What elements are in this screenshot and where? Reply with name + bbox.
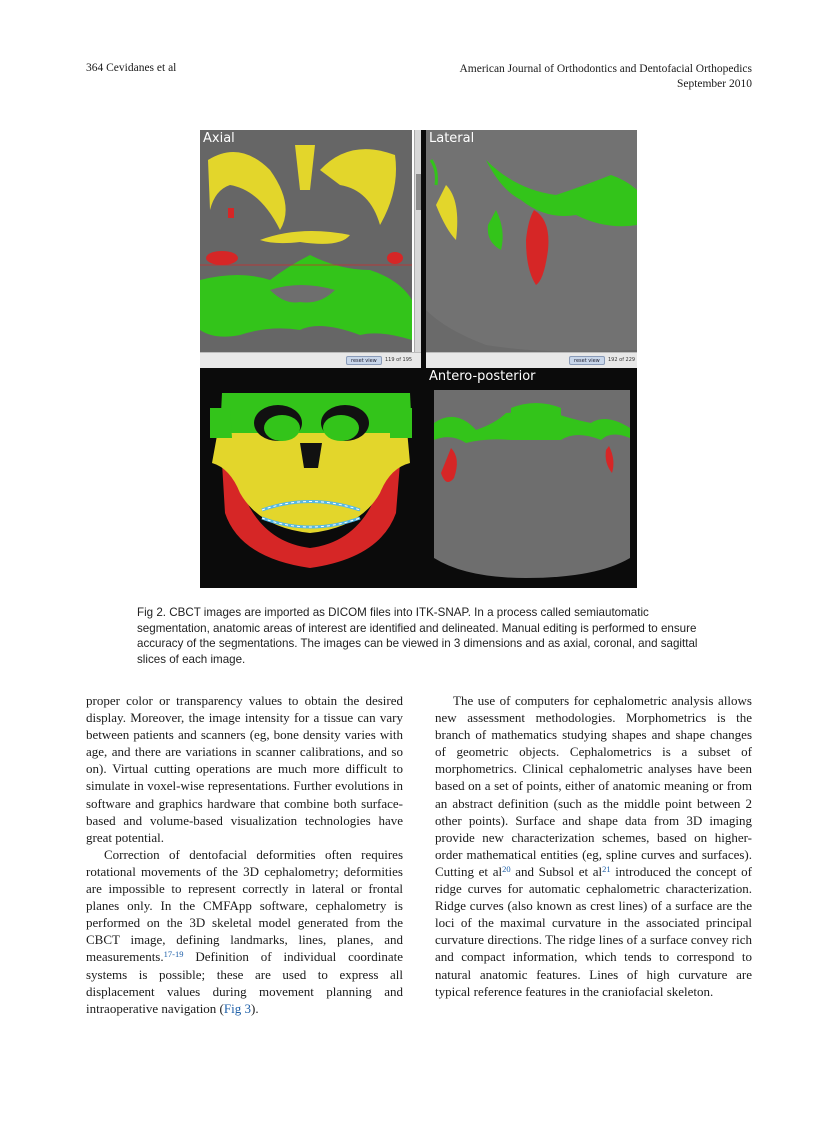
lateral-slice-count: 192 of 229	[608, 357, 636, 363]
axial-slice-count: 119 of 195	[385, 357, 413, 363]
axial-scroll-thumb[interactable]	[416, 174, 421, 210]
figure-reference-link[interactable]: Fig 3	[223, 1000, 251, 1016]
citation-superscript[interactable]: 20	[502, 863, 511, 874]
left-paragraph-1: proper color or transparency values to obtain the desired display. Moreover, the image intensity for a tissue can vary between patients and scanners (eg, bone density varies with age, and there are variations in scanner calibrations, and so on). Virtual cutting operations are much more difficult to simulate in voxel-wise representations. Further evolutions in software and graphics hardware that combine both surface-based and volume-based visualization technologies have great potential.	[86, 693, 403, 845]
axial-reset-view-button[interactable]: reset view	[346, 356, 382, 365]
left-column	[86, 692, 403, 1017]
coronal-slice-image	[426, 368, 637, 588]
antero-posterior-label: Antero-posterior	[429, 369, 536, 384]
axial-label: Axial	[203, 131, 235, 146]
page-number-author: 364 Cevidanes et al	[86, 62, 177, 74]
journal-title: American Journal of Orthodontics and Dentofacial Orthopedics	[459, 63, 752, 75]
right-column	[435, 692, 752, 1000]
figure-2	[200, 130, 637, 588]
3d-render-panel	[200, 368, 421, 588]
lateral-control-strip	[426, 352, 637, 368]
lateral-label: Lateral	[429, 131, 475, 146]
issue-date: September 2010	[676, 78, 752, 90]
paragraph-text: Correction of dentofacial deformities often requires rotational movements of the 3D cephalometry; deformities are impossible to represent correctly in lateral or frontal planes only. In the CMFApp software, cephalometry is performed on the 3D skeletal model generated from the CBCT image, defining landmarks, lines, planes, and measurements.	[86, 846, 403, 965]
paragraph-text: The use of computers for cephalometric analysis allows new assessment methodologies. Morphometrics is the branch of mathematics studying shapes and shape changes of geometric objects. Cephalometrics is a subset of morphometrics. Clinical cephalometric analyses have been based on a set of points, either of anatomic meaning or from an abstract definition (such as the middle point between 2 other points). Surface and shape data from 3D imaging provide new characterization schemes, based on higher-order mathematical entities (eg, spline curves and surfaces). Cutting et al	[435, 693, 752, 879]
axial-control-strip	[200, 352, 421, 368]
paragraph-text: and Subsol et al	[510, 863, 603, 879]
axial-scrollbar[interactable]	[414, 130, 421, 352]
paragraph-text: ).	[250, 1000, 259, 1016]
figure-caption: Fig 2. CBCT images are imported as DICOM files into ITK-SNAP. In a process called semiautomatic segmentation, anatomic areas of interest are identified and delineated. Manual editing is performed to ensure accuracy of the segmentations. The images can be viewed in 3 dimensions and as axial, coronal, and sagittal slices of each image.	[137, 606, 698, 666]
lateral-slice-image	[426, 130, 637, 368]
antero-posterior-panel	[426, 368, 637, 588]
axial-panel	[200, 130, 421, 368]
axial-slice-image	[200, 130, 421, 368]
journal-info	[459, 62, 752, 92]
paragraph-text: introduced the concept of ridge curves for automatic cephalometric characterization. Ridge curves (also known as crest lines) of a surface are the loci of the maximal curvature in the associated principal curvature directions. The ridge lines of a surface convey rich and compact information, which tends to correspond to natural anatomic features. Lines of high curvature are typical reference features in the craniofacial skeleton.	[435, 863, 753, 999]
citation-superscript[interactable]: 17-19	[163, 949, 184, 960]
citation-superscript[interactable]: 21	[602, 863, 611, 874]
right-paragraph-1	[435, 692, 752, 1000]
3d-skull-render	[200, 368, 421, 588]
paragraph-text: Definition of individual coordinate systems is possible; these are used to express all displacement values during movement planning and intraoperative navigation (	[86, 949, 403, 1016]
lateral-reset-view-button[interactable]: reset view	[569, 356, 605, 365]
lateral-panel	[426, 130, 637, 368]
left-paragraph-2	[86, 846, 403, 1017]
